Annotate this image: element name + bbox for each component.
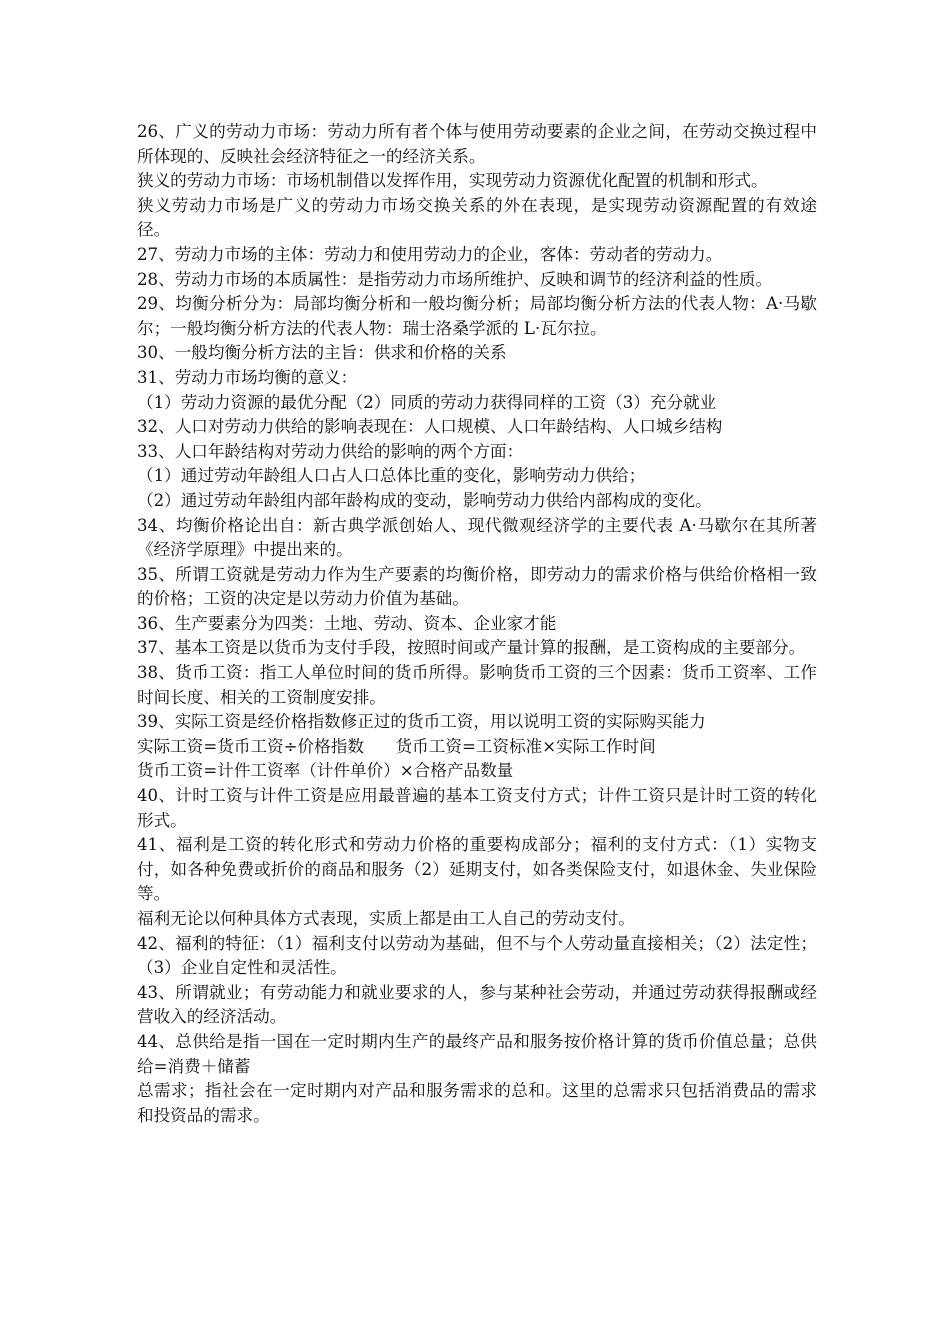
paragraph-39-formula-2: 货币工资=计件工资率（计件单价）×合格产品数量 [137,761,514,781]
paragraph-39: 39、实际工资是经价格指数修正过的货币工资，用以说明工资的实际购买能力 [137,712,706,732]
paragraph-34: 34、均衡价格论出自：新古典学派创始人、现代微观经济学的主要代表 A·马歇尔在其所著《经济学原理》中提出来的。 [137,515,817,560]
paragraph-29: 29、均衡分析分为：局部均衡分析和一般均衡分析；局部均衡分析方法的代表人物：A·马歇尔；一般均衡分析方法的代表人物：瑞士洛桑学派的 L·瓦尔拉。 [137,294,817,338]
paragraph-37: 37、基本工资是以货币为支付手段，按照时间或产量计算的报酬，是工资构成的主要部分。 [137,638,806,658]
paragraph-28: 28、劳动力市场的本质属性：是指劳动力市场所维护、反映和调节的经济利益的性质。 [137,269,773,289]
paragraph-32: 32、人口对劳动力供给的影响表现在：人口规模、人口年龄结构、人口城乡结构 [137,417,723,437]
paragraph-44-demand: 总需求；指社会在一定时期内对产品和服务需求的总和。这里的总需求只包括消费品的需求和投资品的需求。 [137,1081,817,1125]
paragraph-33-item-1: （1）通过劳动年龄组人口占人口总体比重的变化，影响劳动力供给； [137,466,646,486]
paragraph-41: 41、福利是工资的转化形式和劳动力价格的重要构成部分；福利的支付方式：（1）实物支付，如各种免费或折价的商品和服务（2）延期支付，如各类保险支付，如退休金、失业保险等。 [137,835,817,904]
paragraph-39-formula-1: 实际工资=货币工资÷价格指数 货币工资=工资标准×实际工作时间 [137,736,656,756]
paragraph-33: 33、人口年龄结构对劳动力供给的影响的两个方面： [137,441,524,461]
paragraph-31-items: （1）劳动力资源的最优分配（2）同质的劳动力获得同样的工资（3）充分就业 [137,392,717,412]
paragraph-26-relation: 狭义劳动力市场是广义的劳动力市场交换关系的外在表现，是实现劳动资源配置的有效途径。 [137,195,817,240]
paragraph-42: 42、福利的特征：（1）福利支付以劳动为基础，但不与个人劳动量直接相关；（2）法定性；（3）企业自定性和灵活性。 [137,933,817,978]
paragraph-44: 44、总供给是指一国在一定时期内生产的最终产品和服务按价格计算的货币价值总量；总供给=消费＋储蓄 [137,1031,817,1076]
paragraph-36: 36、生产要素分为四类：土地、劳动、资本、企业家才能 [137,613,557,633]
paragraph-35: 35、所谓工资就是劳动力作为生产要素的均衡价格，即劳动力的需求价格与供给价格相一致的价格；工资的决定是以劳动力价值为基础。 [137,564,817,609]
paragraph-26-narrow-definition: 狭义的劳动力市场：市场机制借以发挥作用，实现劳动力资源优化配置的机制和形式。 [137,171,768,191]
paragraph-31: 31、劳动力市场均衡的意义： [137,367,358,387]
paragraph-26: 26、广义的劳动力市场：劳动力所有者个体与使用劳动要素的企业之间，在劳动交换过程中所体现的、反映社会经济特征之一的经济关系。 [137,122,817,166]
paragraph-27: 27、劳动力市场的主体：劳动力和使用劳动力的企业，客体：劳动者的劳动力。 [137,244,723,264]
paragraph-38: 38、货币工资：指工人单位时间的货币所得。影响货币工资的三个因素：货币工资率、工作时间长度、相关的工资制度安排。 [137,663,817,707]
paragraph-43: 43、所谓就业；有劳动能力和就业要求的人，参与某种社会劳动，并通过劳动获得报酬或经营收入的经济活动。 [137,982,817,1027]
paragraph-30: 30、一般均衡分析方法的主旨：供求和价格的关系 [137,343,507,363]
paragraph-40: 40、计时工资与计件工资是应用最普遍的基本工资支付方式；计件工资只是计时工资的转化形式。 [137,786,817,830]
document-page [137,120,817,1128]
paragraph-41-note: 福利无论以何种具体方式表现，实质上都是由工人自己的劳动支付。 [137,909,635,928]
paragraph-33-item-2: （2）通过劳动年龄组内部年龄构成的变动，影响劳动力供给内部构成的变化。 [137,490,712,510]
